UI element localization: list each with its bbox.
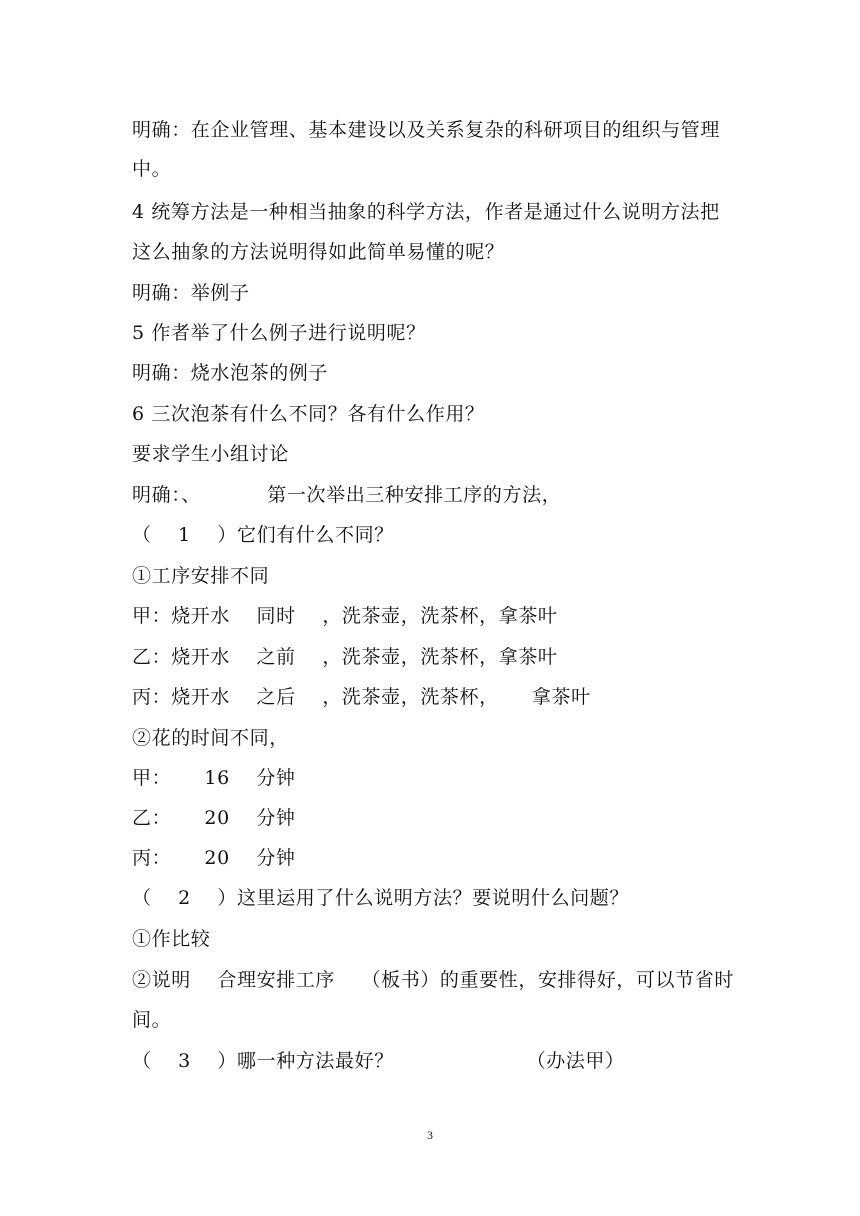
text-line: 乙：烧开水 之前 ，洗茶壶，洗茶杯，拿茶叶 [132, 646, 558, 668]
text-line: 中。 [132, 158, 172, 180]
text-line: （ 2 ）这里运用了什么说明方法？要说明什么问题？ [132, 887, 630, 909]
text-line: 丙： 20 分钟 [132, 847, 296, 869]
text-line: 明确：举例子 [132, 282, 250, 304]
text-line: 乙： 20 分钟 [132, 807, 296, 829]
text-line: 这么抽象的方法说明得如此简单易懂的呢？ [132, 241, 505, 263]
text-line: ②说明 合理安排工序 （板书）的重要性，安排得好，可以节省时 [132, 969, 734, 991]
text-line: ①工序安排不同 [132, 565, 270, 587]
text-line: 丙：烧开水 之后 ，洗茶壶，洗茶杯， 拿茶叶 [132, 686, 591, 708]
text-line: 甲： 16 分钟 [132, 767, 296, 789]
text-line: 甲：烧开水 同时 ，洗茶壶，洗茶杯，拿茶叶 [132, 605, 558, 627]
page-number: 3 [427, 1128, 433, 1142]
text-line: 4 统筹方法是一种相当抽象的科学方法，作者是通过什么说明方法把 [132, 201, 720, 223]
text-line: 明确：在企业管理、基本建设以及关系复杂的科研项目的组织与管理 [132, 119, 721, 141]
text-line: （ 1 ）它们有什么不同？ [132, 524, 394, 546]
text-line: ①作比较 [132, 928, 211, 950]
text-line: 明确：、 第一次举出三种安排工序的方法， [132, 484, 562, 506]
text-line: ②花的时间不同， [132, 727, 289, 749]
text-line: 6 三次泡茶有什么不同？各有什么作用？ [132, 403, 485, 425]
text-line: 明确：烧水泡茶的例子 [132, 362, 329, 384]
text-line: 要求学生小组讨论 [132, 443, 289, 465]
text-line: （ 3 ）哪一种方法最好？ （办法甲） [132, 1050, 625, 1072]
text-line: 间。 [132, 1009, 172, 1031]
text-line: 5 作者举了什么例子进行说明呢？ [132, 322, 426, 344]
